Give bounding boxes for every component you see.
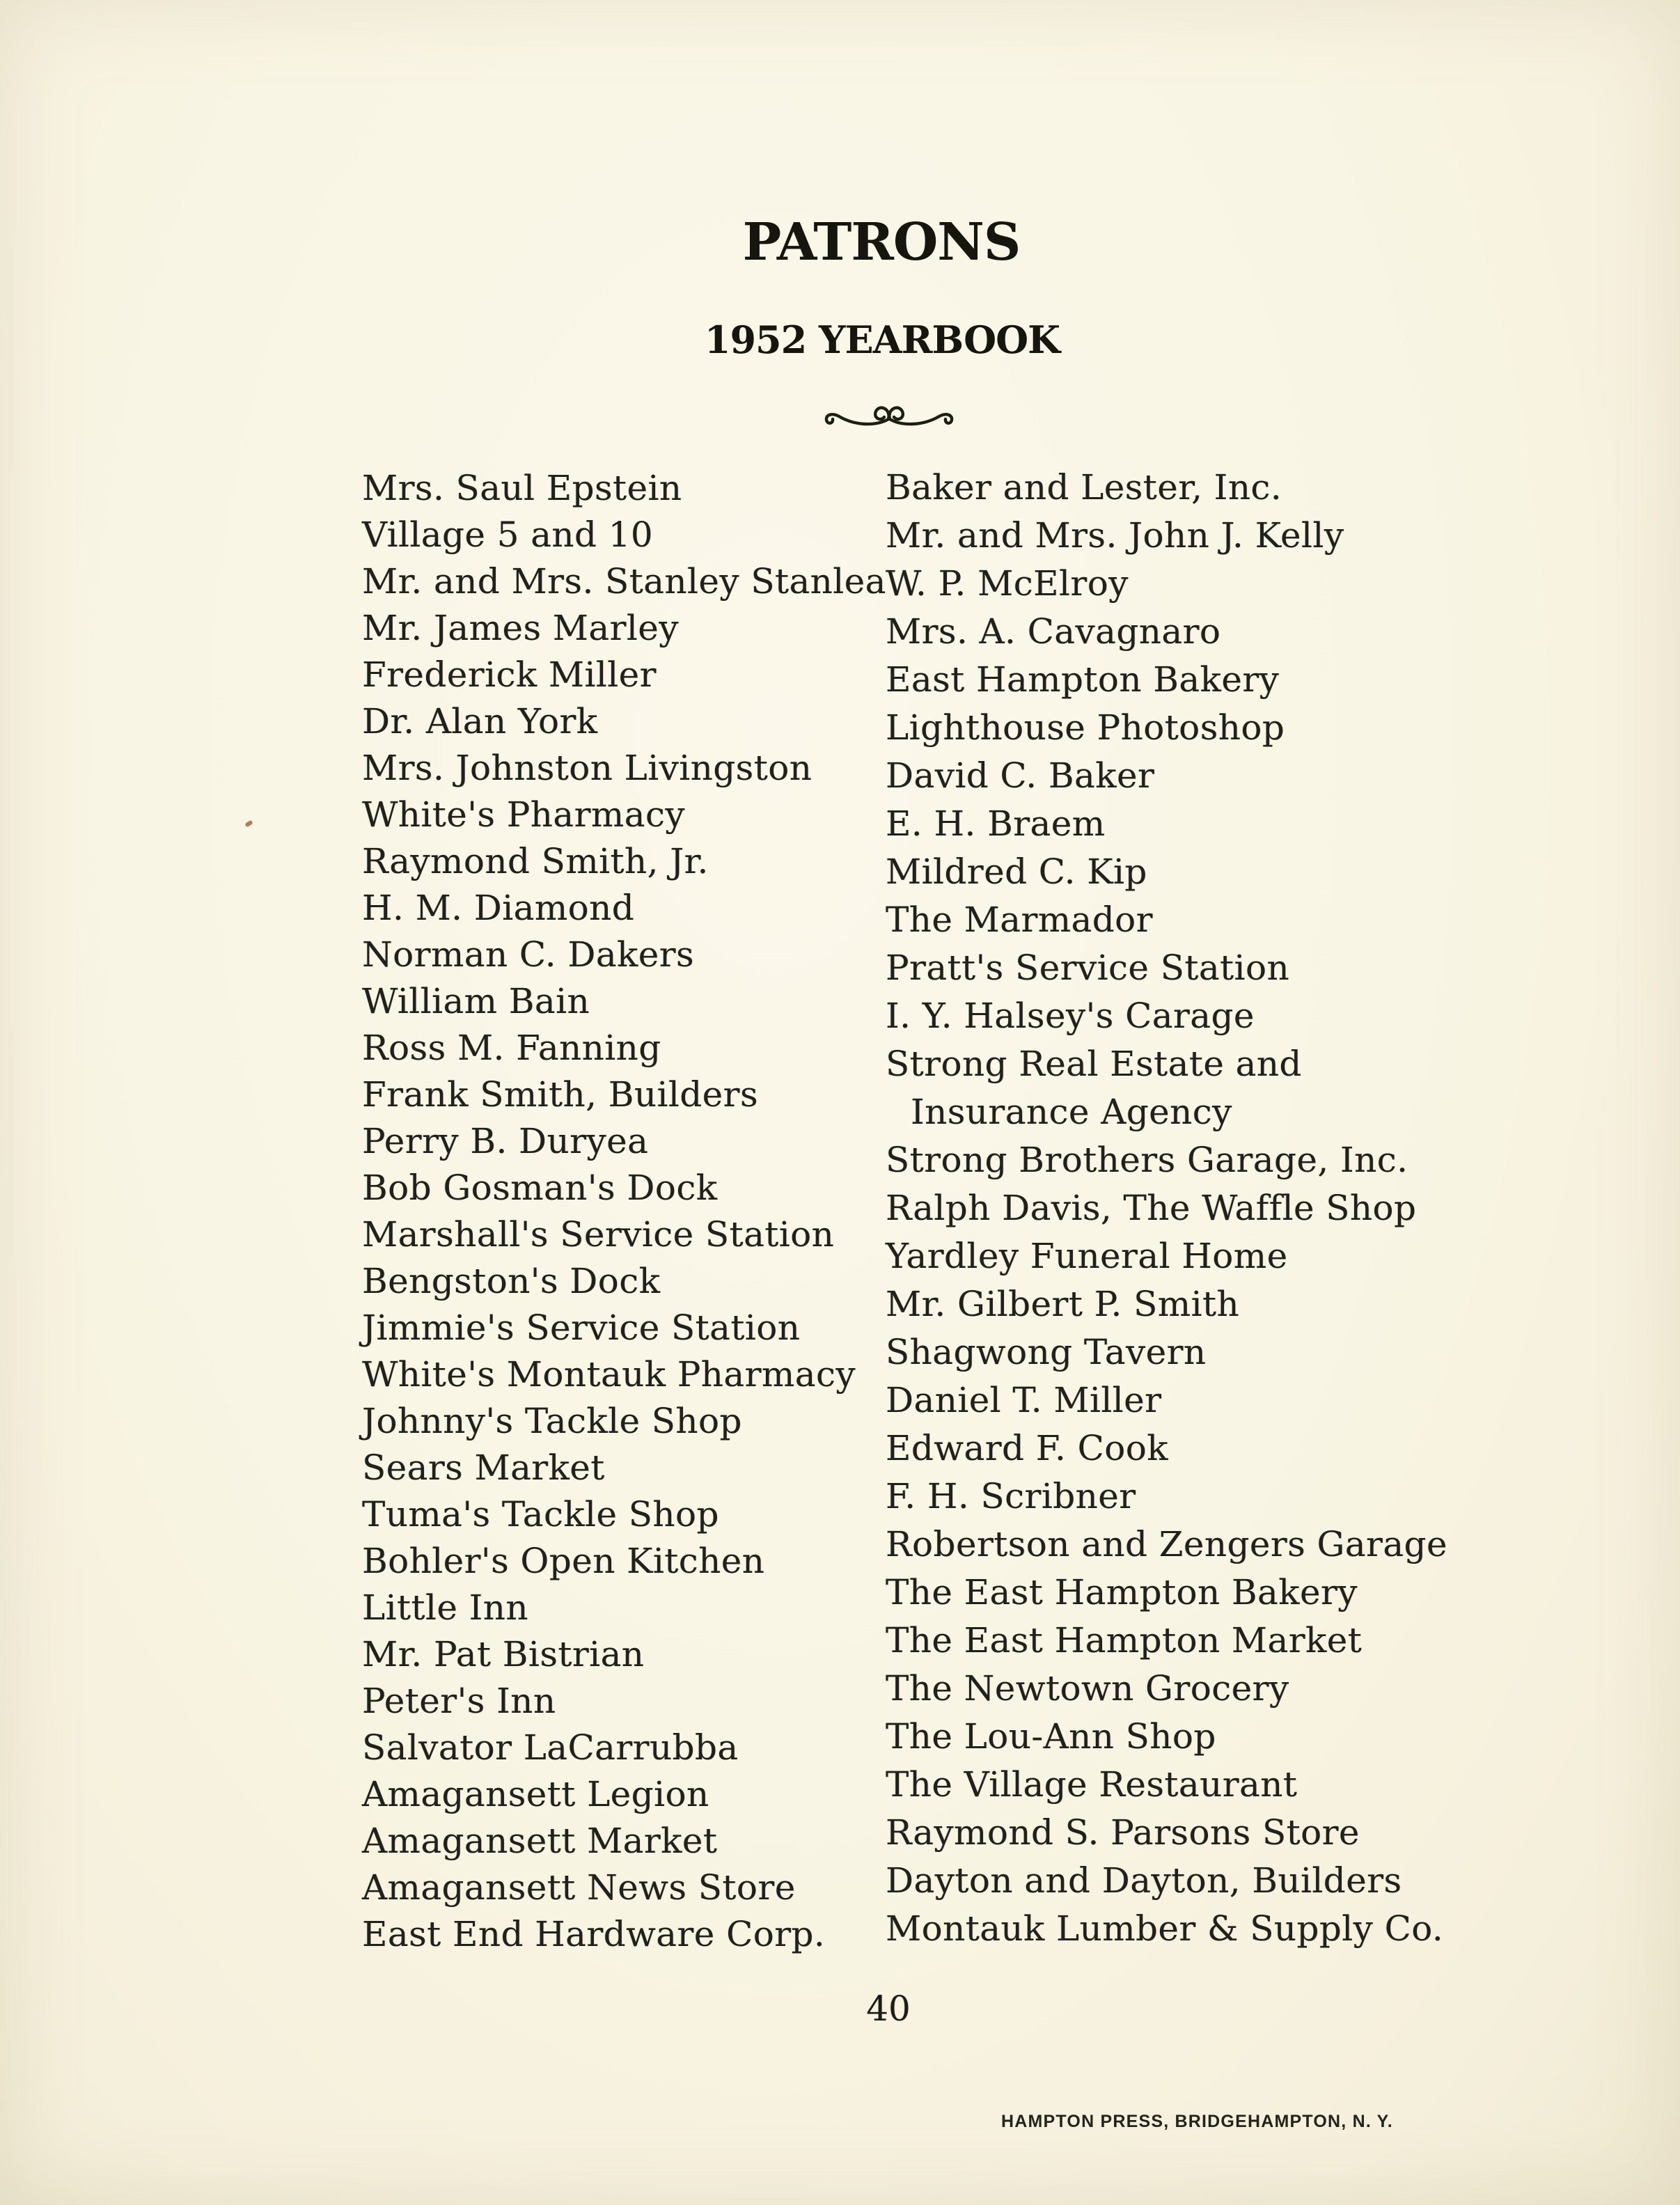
patron-entry (886, 656, 1450, 704)
patron-entry (886, 1905, 1450, 1953)
patron-entry (362, 465, 905, 512)
patron-entry-text: The Marmador (886, 900, 1153, 940)
patron-entry-text: Mr. Pat Bistrian (362, 1634, 645, 1674)
patron-entry-text: Bob Gosman's Dock (362, 1168, 718, 1208)
patron-entry (886, 1232, 1450, 1280)
patron-entry (886, 1376, 1450, 1425)
patron-entry (362, 1025, 905, 1072)
patron-entry-text: Village 5 and 10 (362, 515, 654, 555)
patron-entry (362, 512, 905, 558)
patron-entry (362, 1818, 905, 1865)
page-title: PATRONS (742, 212, 1021, 272)
patron-entry-text: White's Pharmacy (362, 794, 685, 835)
page-subtitle: 1952 YEARBOOK (704, 317, 1060, 362)
printer-credit: HAMPTON PRESS, BRIDGEHAMPTON, N. Y. (1001, 2112, 1393, 2131)
patron-entry-text: Jimmie's Service Station (362, 1308, 801, 1348)
patron-entry-text: Sears Market (362, 1447, 605, 1488)
patron-entry-text: Mrs. A. Cavagnaro (886, 611, 1221, 652)
patron-entry-text: Raymond Smith, Jr. (362, 841, 709, 881)
patron-entry (886, 464, 1450, 512)
patron-entry-continuation: Insurance Agency (911, 1092, 1232, 1132)
patron-entry (362, 1165, 905, 1211)
patron-entry (886, 1617, 1450, 1665)
patron-entry-text: Mr. Gilbert P. Smith (886, 1284, 1240, 1324)
patron-entry (362, 1631, 905, 1678)
patron-entry (362, 652, 905, 698)
patron-entry (362, 1678, 905, 1725)
patron-entry-text: The East Hampton Market (886, 1620, 1363, 1661)
patron-entry (362, 698, 905, 745)
patron-entry (886, 800, 1450, 848)
patron-entry-text: Amagansett Market (362, 1821, 718, 1861)
patron-entry (886, 896, 1450, 944)
patron-entry (362, 792, 905, 838)
patron-entry (886, 512, 1450, 560)
patron-entry-text: Dayton and Dayton, Builders (886, 1860, 1402, 1901)
patron-entry-text: Norman C. Dakers (362, 934, 695, 975)
patron-entry (362, 605, 905, 652)
patron-entry (886, 1040, 1450, 1136)
patron-entry (362, 1538, 905, 1585)
patron-entry-text: William Bain (362, 981, 590, 1021)
patron-entry-text: The Village Restaurant (886, 1764, 1298, 1805)
patron-entry-text: Perry B. Duryea (362, 1121, 649, 1161)
patron-entry-text: The Newtown Grocery (886, 1668, 1289, 1709)
patron-entry-text: Strong Real Estate and (886, 1044, 1302, 1084)
patron-entry (362, 1118, 905, 1165)
patron-entry-text: W. P. McElroy (886, 563, 1129, 604)
patron-entry (886, 1473, 1450, 1521)
patron-entry (886, 944, 1450, 992)
patron-entry-text: Mrs. Saul Epstein (362, 468, 682, 508)
patron-entry-text: David C. Baker (886, 755, 1155, 796)
patron-entry-text: Raymond S. Parsons Store (886, 1812, 1360, 1853)
patron-entry-text: Bohler's Open Kitchen (362, 1541, 765, 1581)
patron-entry (362, 1725, 905, 1771)
patron-entry-text: Ross M. Fanning (362, 1028, 661, 1068)
paper-speck (244, 820, 253, 828)
patron-entry-text: Bengston's Dock (362, 1261, 661, 1301)
patron-entry (886, 704, 1450, 752)
patron-entry (886, 1665, 1450, 1713)
patron-entry-text: H. M. Diamond (362, 888, 635, 928)
patron-entry (886, 1328, 1450, 1376)
patron-entry (362, 1211, 905, 1258)
patron-entry (362, 1398, 905, 1445)
patron-entry (886, 1857, 1450, 1905)
patron-entry-text: F. H. Scribner (886, 1476, 1136, 1516)
patron-entry-text: Amagansett Legion (362, 1774, 709, 1814)
patron-entry-text: Strong Brothers Garage, Inc. (886, 1140, 1408, 1180)
patron-entry (886, 1521, 1450, 1569)
patron-entry (362, 745, 905, 792)
patron-entry (362, 1911, 905, 1958)
patron-entry (362, 1258, 905, 1305)
patron-entry (362, 932, 905, 978)
patron-entry-text: Mildred C. Kip (886, 852, 1147, 892)
page-number: 40 (866, 1988, 911, 2029)
patron-entry-text: Mr. James Marley (362, 608, 679, 648)
patron-entry (886, 992, 1450, 1040)
patron-entry-text: Baker and Lester, Inc. (886, 467, 1282, 508)
patron-entry (886, 1280, 1450, 1328)
patron-entry (886, 1136, 1450, 1184)
patron-entry-text: Johnny's Tackle Shop (362, 1401, 742, 1441)
patron-entry (886, 1425, 1450, 1473)
patron-entry-text: E. H. Braem (886, 803, 1106, 844)
patron-entry-text: East End Hardware Corp. (362, 1914, 826, 1954)
patron-entry-text: Amagansett News Store (362, 1867, 796, 1908)
patron-entry (886, 608, 1450, 656)
patron-entry-text: Ralph Davis, The Waffle Shop (886, 1188, 1417, 1228)
patron-entry-text: Salvator LaCarrubba (362, 1727, 739, 1768)
patron-entry-text: Little Inn (362, 1587, 529, 1628)
patron-entry-text: Robertson and Zengers Garage (886, 1524, 1447, 1564)
patron-entry-text: Tuma's Tackle Shop (362, 1494, 719, 1535)
patron-entry (362, 1305, 905, 1351)
patron-entry (362, 978, 905, 1025)
patron-entry-text: Daniel T. Miller (886, 1380, 1162, 1420)
patron-entry-text: Yardley Funeral Home (886, 1236, 1288, 1276)
patron-entry (362, 1771, 905, 1818)
patron-entry-text: Frederick Miller (362, 654, 657, 695)
patron-entry (362, 1491, 905, 1538)
patron-entry-text: Edward F. Cook (886, 1428, 1168, 1468)
patron-entry (362, 1072, 905, 1118)
patron-entry-text: Marshall's Service Station (362, 1214, 835, 1255)
patron-entry-text: The Lou-Ann Shop (886, 1716, 1216, 1757)
patron-entry-text: Dr. Alan York (362, 701, 598, 741)
patron-entry (362, 885, 905, 932)
patron-entry (362, 1351, 905, 1398)
patron-entry (886, 848, 1450, 896)
patron-entry (886, 560, 1450, 608)
flourish-divider-ornament (819, 398, 959, 430)
patron-entry (886, 1713, 1450, 1761)
patron-entry (362, 558, 905, 605)
patron-entry-text: East Hampton Bakery (886, 659, 1280, 700)
patron-entry (362, 1445, 905, 1491)
patron-entry (362, 838, 905, 885)
patron-entry-text: Peter's Inn (362, 1681, 556, 1721)
patron-entry-text: Shagwong Tavern (886, 1332, 1207, 1372)
patron-entry (886, 1569, 1450, 1617)
patron-entry-text: Frank Smith, Builders (362, 1074, 759, 1115)
patrons-column-right (886, 464, 1450, 1953)
patron-entry-text: The East Hampton Bakery (886, 1572, 1358, 1612)
patron-entry-text: Montauk Lumber & Supply Co. (886, 1908, 1444, 1949)
patron-entry-text: Pratt's Service Station (886, 948, 1290, 988)
patrons-column-left (362, 465, 905, 1958)
patron-entry (886, 1809, 1450, 1857)
patron-entry-text: I. Y. Halsey's Carage (886, 996, 1255, 1036)
patron-entry-text: Mr. and Mrs. John J. Kelly (886, 515, 1344, 556)
patron-entry-text: Mrs. Johnston Livingston (362, 748, 812, 788)
patron-entry (886, 752, 1450, 800)
patron-entry (886, 1184, 1450, 1232)
patron-entry-text: Lighthouse Photoshop (886, 707, 1285, 748)
patron-entry (362, 1865, 905, 1911)
patron-entry (886, 1761, 1450, 1809)
patron-entry-text: White's Montauk Pharmacy (362, 1354, 856, 1395)
patron-entry (362, 1585, 905, 1631)
patron-entry-text: Mr. and Mrs. Stanley Stanlea (362, 561, 886, 602)
